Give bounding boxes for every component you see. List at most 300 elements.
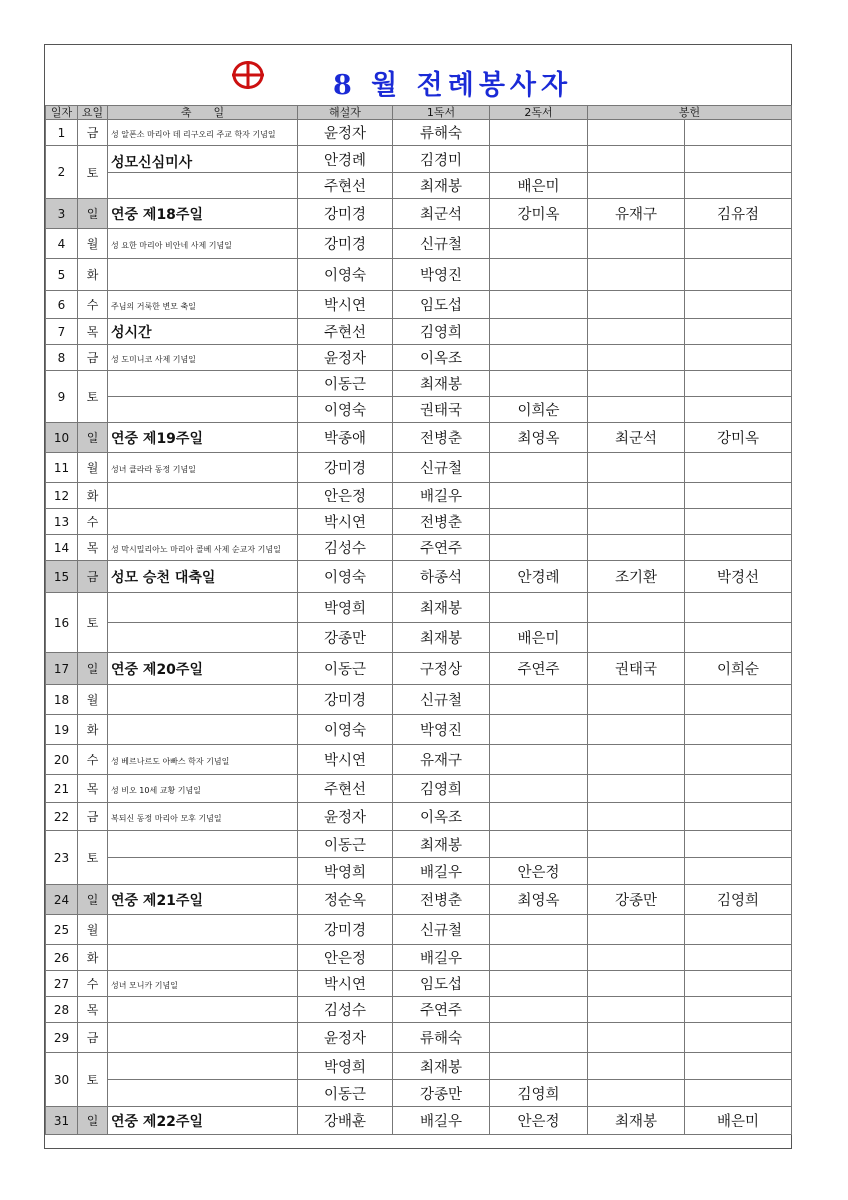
weekday-cell: 월 [78, 229, 108, 259]
reader2-cell [490, 715, 588, 745]
offering2-cell [685, 858, 792, 885]
offering2-cell [685, 371, 792, 397]
offering1-cell: 권태국 [588, 653, 685, 685]
offering1-cell [588, 623, 685, 653]
weekday-cell: 금 [78, 120, 108, 146]
weekday-cell: 일 [78, 423, 108, 453]
commentator-cell: 이영숙 [298, 397, 393, 423]
date-cell: 19 [46, 715, 78, 745]
table-row [46, 1080, 792, 1107]
feast-cell [108, 915, 298, 945]
reader2-cell [490, 371, 588, 397]
reader1-cell: 박영진 [393, 259, 490, 291]
feast-label: 성녀 모니카 기념일 [111, 980, 178, 990]
reader1-cell: 김경미 [393, 146, 490, 173]
feast-cell [108, 561, 298, 593]
reader2-cell [490, 1053, 588, 1080]
offering2-cell [685, 509, 792, 535]
table-row [46, 971, 792, 997]
reader2-cell: 배은미 [490, 623, 588, 653]
offering1-cell [588, 509, 685, 535]
feast-cell-extra [108, 173, 298, 199]
feast-cell [108, 535, 298, 561]
offering1-cell [588, 120, 685, 146]
feast-label: 성녀 클라라 동정 기념일 [111, 464, 196, 474]
reader2-cell [490, 259, 588, 291]
offering2-cell [685, 259, 792, 291]
table-row [46, 120, 792, 146]
feast-cell [108, 483, 298, 509]
reader1-cell: 이옥조 [393, 803, 490, 831]
offering2-cell [685, 1053, 792, 1080]
feast-cell [108, 885, 298, 915]
reader2-cell [490, 229, 588, 259]
feast-cell [108, 345, 298, 371]
date-cell: 9 [46, 371, 78, 423]
commentator-cell: 박시연 [298, 509, 393, 535]
feast-cell [108, 259, 298, 291]
weekday-cell: 일 [78, 199, 108, 229]
reader1-cell: 박영진 [393, 715, 490, 745]
reader2-cell [490, 146, 588, 173]
feast-label: 연중 제20주일 [111, 661, 203, 678]
weekday-cell: 목 [78, 997, 108, 1023]
commentator-cell: 이영숙 [298, 715, 393, 745]
weekday-cell: 일 [78, 885, 108, 915]
feast-label: 성 알폰소 마리아 데 리구오리 주교 학자 기념일 [111, 129, 276, 139]
commentator-cell: 주현선 [298, 173, 393, 199]
feast-cell [108, 945, 298, 971]
commentator-cell: 박영희 [298, 1053, 393, 1080]
offering1-cell [588, 146, 685, 173]
reader2-cell: 안은정 [490, 858, 588, 885]
date-cell: 27 [46, 971, 78, 997]
commentator-cell: 윤정자 [298, 345, 393, 371]
reader1-cell: 신규철 [393, 915, 490, 945]
table-row [46, 997, 792, 1023]
reader1-cell: 유재구 [393, 745, 490, 775]
feast-cell [108, 146, 298, 173]
weekday-cell: 토 [78, 1053, 108, 1107]
reader1-cell: 배길우 [393, 945, 490, 971]
feast-cell [108, 291, 298, 319]
table-row [46, 745, 792, 775]
date-cell: 24 [46, 885, 78, 915]
table-row [46, 623, 792, 653]
table-row [46, 345, 792, 371]
feast-label: 성 베르나르도 아빠스 학자 기념일 [111, 756, 230, 766]
offering2-cell [685, 483, 792, 509]
feast-label: 주님의 거룩한 변모 축일 [111, 301, 196, 311]
commentator-cell: 이동근 [298, 371, 393, 397]
date-cell: 31 [46, 1107, 78, 1135]
feast-label: 성 도미니코 사제 기념일 [111, 354, 196, 364]
table-row [46, 453, 792, 483]
table-row [46, 229, 792, 259]
offering1-cell [588, 971, 685, 997]
reader1-cell: 주연주 [393, 997, 490, 1023]
offering1-cell [588, 173, 685, 199]
offering1-cell [588, 858, 685, 885]
commentator-cell: 주현선 [298, 319, 393, 345]
table-row [46, 199, 792, 229]
offering2-cell: 이희순 [685, 653, 792, 685]
commentator-cell: 강종만 [298, 623, 393, 653]
reader2-cell [490, 971, 588, 997]
commentator-cell: 안은정 [298, 945, 393, 971]
offering1-cell [588, 535, 685, 561]
date-cell: 14 [46, 535, 78, 561]
weekday-cell: 일 [78, 653, 108, 685]
offering2-cell [685, 535, 792, 561]
offering2-cell [685, 146, 792, 173]
offering1-cell [588, 685, 685, 715]
table-row [46, 259, 792, 291]
commentator-cell: 박시연 [298, 971, 393, 997]
table-row [46, 173, 792, 199]
commentator-cell: 이동근 [298, 653, 393, 685]
feast-cell [108, 775, 298, 803]
commentator-cell: 박종애 [298, 423, 393, 453]
commentator-cell: 강미경 [298, 453, 393, 483]
reader2-cell [490, 509, 588, 535]
feast-label: 연중 제19주일 [111, 430, 203, 447]
offering1-cell [588, 397, 685, 423]
reader1-cell: 최재봉 [393, 623, 490, 653]
offering2-cell [685, 1080, 792, 1107]
reader2-cell [490, 291, 588, 319]
offering1-cell [588, 259, 685, 291]
table-row [46, 653, 792, 685]
date-cell: 5 [46, 259, 78, 291]
offering1-cell [588, 1023, 685, 1053]
date-cell: 2 [46, 146, 78, 199]
table-row [46, 775, 792, 803]
reader2-cell: 이희순 [490, 397, 588, 423]
page-title: 8 월 전례봉사자 [333, 70, 573, 101]
schedule-sheet [44, 44, 792, 1149]
offering2-cell [685, 715, 792, 745]
offering2-cell [685, 319, 792, 345]
header-date: 일자 [46, 106, 78, 120]
reader1-cell: 배길우 [393, 483, 490, 509]
date-cell: 4 [46, 229, 78, 259]
feast-cell [108, 120, 298, 146]
offering2-cell [685, 971, 792, 997]
reader2-cell: 최영옥 [490, 885, 588, 915]
feast-label: 성시간 [111, 324, 152, 341]
weekday-cell: 목 [78, 775, 108, 803]
weekday-cell: 금 [78, 561, 108, 593]
offering2-cell: 박경선 [685, 561, 792, 593]
weekday-cell: 토 [78, 371, 108, 423]
feast-cell [108, 371, 298, 397]
weekday-cell: 화 [78, 259, 108, 291]
header-offering: 봉헌 [588, 106, 792, 120]
reader2-cell [490, 319, 588, 345]
date-cell: 16 [46, 593, 78, 653]
commentator-cell: 김성수 [298, 997, 393, 1023]
reader1-cell: 최재봉 [393, 1053, 490, 1080]
offering2-cell [685, 775, 792, 803]
weekday-cell: 월 [78, 453, 108, 483]
reader2-cell [490, 915, 588, 945]
reader1-cell: 신규철 [393, 229, 490, 259]
header-row [46, 106, 792, 120]
feast-cell-extra [108, 623, 298, 653]
commentator-cell: 강미경 [298, 685, 393, 715]
reader1-cell: 이옥조 [393, 345, 490, 371]
date-cell: 28 [46, 997, 78, 1023]
commentator-cell: 김성수 [298, 535, 393, 561]
offering1-cell [588, 715, 685, 745]
table-row [46, 1023, 792, 1053]
feast-cell [108, 453, 298, 483]
commentator-cell: 이영숙 [298, 259, 393, 291]
reader1-cell: 전병춘 [393, 509, 490, 535]
table-row [46, 1107, 792, 1135]
weekday-cell: 일 [78, 1107, 108, 1135]
weekday-cell: 수 [78, 971, 108, 997]
commentator-cell: 정순옥 [298, 885, 393, 915]
reader2-cell: 강미옥 [490, 199, 588, 229]
feast-cell [108, 971, 298, 997]
date-cell: 25 [46, 915, 78, 945]
reader1-cell: 임도섭 [393, 291, 490, 319]
weekday-cell: 목 [78, 535, 108, 561]
reader1-cell: 하종석 [393, 561, 490, 593]
reader2-cell [490, 345, 588, 371]
commentator-cell: 강미경 [298, 229, 393, 259]
table-row [46, 319, 792, 345]
reader1-cell: 전병춘 [393, 423, 490, 453]
commentator-cell: 박영희 [298, 593, 393, 623]
weekday-cell: 수 [78, 509, 108, 535]
feast-label: 성모신심미사 [111, 155, 193, 171]
table-row [46, 146, 792, 173]
table-row [46, 803, 792, 831]
reader2-cell [490, 1023, 588, 1053]
weekday-cell: 금 [78, 803, 108, 831]
feast-cell [108, 423, 298, 453]
header-reader2: 2독서 [490, 106, 588, 120]
table-row [46, 685, 792, 715]
date-cell: 12 [46, 483, 78, 509]
cross-in-circle-icon [231, 59, 265, 91]
table-row [46, 831, 792, 858]
weekday-cell: 월 [78, 685, 108, 715]
offering2-cell [685, 915, 792, 945]
offering2-cell [685, 997, 792, 1023]
commentator-cell: 강배훈 [298, 1107, 393, 1135]
offering1-cell [588, 997, 685, 1023]
feast-label: 성 요한 마리아 비안네 사제 기념일 [111, 240, 232, 250]
offering1-cell [588, 319, 685, 345]
offering1-cell [588, 803, 685, 831]
reader1-cell: 신규철 [393, 453, 490, 483]
feast-cell [108, 685, 298, 715]
date-cell: 18 [46, 685, 78, 715]
table-row [46, 715, 792, 745]
feast-cell [108, 1107, 298, 1135]
weekday-cell: 월 [78, 915, 108, 945]
feast-label: 연중 제22주일 [111, 1113, 203, 1130]
reader2-cell [490, 997, 588, 1023]
table-row [46, 945, 792, 971]
offering1-cell [588, 229, 685, 259]
table-row [46, 915, 792, 945]
offering1-cell [588, 593, 685, 623]
offering1-cell [588, 915, 685, 945]
title-area [45, 45, 791, 105]
feast-label: 연중 제21주일 [111, 892, 203, 909]
commentator-cell: 이동근 [298, 1080, 393, 1107]
header-reader1: 1독서 [393, 106, 490, 120]
table-row [46, 535, 792, 561]
feast-cell [108, 199, 298, 229]
reader1-cell: 김영희 [393, 775, 490, 803]
weekday-cell: 토 [78, 146, 108, 199]
reader1-cell: 구정상 [393, 653, 490, 685]
offering1-cell [588, 775, 685, 803]
feast-cell [108, 653, 298, 685]
offering2-cell [685, 345, 792, 371]
feast-cell [108, 745, 298, 775]
feast-cell [108, 593, 298, 623]
date-cell: 23 [46, 831, 78, 885]
reader1-cell: 김영희 [393, 319, 490, 345]
offering2-cell [685, 623, 792, 653]
feast-cell-extra [108, 397, 298, 423]
offering1-cell [588, 483, 685, 509]
commentator-cell: 윤정자 [298, 803, 393, 831]
date-cell: 22 [46, 803, 78, 831]
reader2-cell: 최영옥 [490, 423, 588, 453]
offering1-cell [588, 371, 685, 397]
table-row [46, 885, 792, 915]
reader1-cell: 신규철 [393, 685, 490, 715]
weekday-cell: 화 [78, 715, 108, 745]
commentator-cell: 강미경 [298, 915, 393, 945]
feast-cell [108, 803, 298, 831]
feast-cell-extra [108, 858, 298, 885]
feast-label: 성모 승천 대축일 [111, 569, 216, 586]
reader2-cell: 배은미 [490, 173, 588, 199]
reader2-cell: 주연주 [490, 653, 588, 685]
date-cell: 13 [46, 509, 78, 535]
feast-label: 복되신 동정 마리아 모후 기념일 [111, 813, 222, 823]
commentator-cell: 안은정 [298, 483, 393, 509]
offering2-cell: 김유점 [685, 199, 792, 229]
reader1-cell: 류해숙 [393, 1023, 490, 1053]
date-cell: 17 [46, 653, 78, 685]
offering2-cell [685, 593, 792, 623]
commentator-cell: 안경례 [298, 146, 393, 173]
reader1-cell: 권태국 [393, 397, 490, 423]
weekday-cell: 토 [78, 831, 108, 885]
date-cell: 1 [46, 120, 78, 146]
feast-cell [108, 1053, 298, 1080]
offering1-cell [588, 345, 685, 371]
offering1-cell [588, 745, 685, 775]
reader2-cell [490, 775, 588, 803]
reader2-cell [490, 685, 588, 715]
table-row [46, 371, 792, 397]
date-cell: 6 [46, 291, 78, 319]
date-cell: 21 [46, 775, 78, 803]
reader2-cell [490, 945, 588, 971]
reader2-cell [490, 453, 588, 483]
commentator-cell: 이영숙 [298, 561, 393, 593]
weekday-cell: 수 [78, 745, 108, 775]
reader2-cell [490, 745, 588, 775]
feast-label: 연중 제18주일 [111, 206, 203, 223]
reader2-cell: 안경례 [490, 561, 588, 593]
reader2-cell [490, 831, 588, 858]
reader1-cell: 임도섭 [393, 971, 490, 997]
weekday-cell: 금 [78, 1023, 108, 1053]
table-row [46, 397, 792, 423]
date-cell: 29 [46, 1023, 78, 1053]
table-row [46, 291, 792, 319]
reader1-cell: 주연주 [393, 535, 490, 561]
reader2-cell: 안은정 [490, 1107, 588, 1135]
date-cell: 10 [46, 423, 78, 453]
reader2-cell [490, 803, 588, 831]
commentator-cell: 이동근 [298, 831, 393, 858]
weekday-cell: 목 [78, 319, 108, 345]
offering2-cell [685, 120, 792, 146]
reader2-cell [490, 593, 588, 623]
offering2-cell [685, 1023, 792, 1053]
offering2-cell [685, 453, 792, 483]
date-cell: 11 [46, 453, 78, 483]
feast-cell [108, 229, 298, 259]
offering2-cell: 배은미 [685, 1107, 792, 1135]
date-cell: 26 [46, 945, 78, 971]
reader1-cell: 강종만 [393, 1080, 490, 1107]
offering1-cell [588, 831, 685, 858]
commentator-cell: 박시연 [298, 291, 393, 319]
feast-cell [108, 1023, 298, 1053]
offering1-cell [588, 1053, 685, 1080]
table-row [46, 1053, 792, 1080]
offering1-cell: 강종만 [588, 885, 685, 915]
reader1-cell: 배길우 [393, 1107, 490, 1135]
offering2-cell [685, 831, 792, 858]
table-row [46, 593, 792, 623]
reader2-cell [490, 120, 588, 146]
offering2-cell: 강미옥 [685, 423, 792, 453]
feast-cell [108, 997, 298, 1023]
reader1-cell: 최재봉 [393, 831, 490, 858]
date-cell: 8 [46, 345, 78, 371]
date-cell: 20 [46, 745, 78, 775]
offering1-cell [588, 453, 685, 483]
reader1-cell: 전병춘 [393, 885, 490, 915]
reader1-cell: 최재봉 [393, 173, 490, 199]
schedule-table [45, 105, 792, 1135]
weekday-cell: 토 [78, 593, 108, 653]
reader2-cell [490, 483, 588, 509]
table-row [46, 561, 792, 593]
reader1-cell: 배길우 [393, 858, 490, 885]
table-row [46, 483, 792, 509]
feast-cell [108, 715, 298, 745]
table-row [46, 423, 792, 453]
offering1-cell: 유재구 [588, 199, 685, 229]
date-cell: 30 [46, 1053, 78, 1107]
